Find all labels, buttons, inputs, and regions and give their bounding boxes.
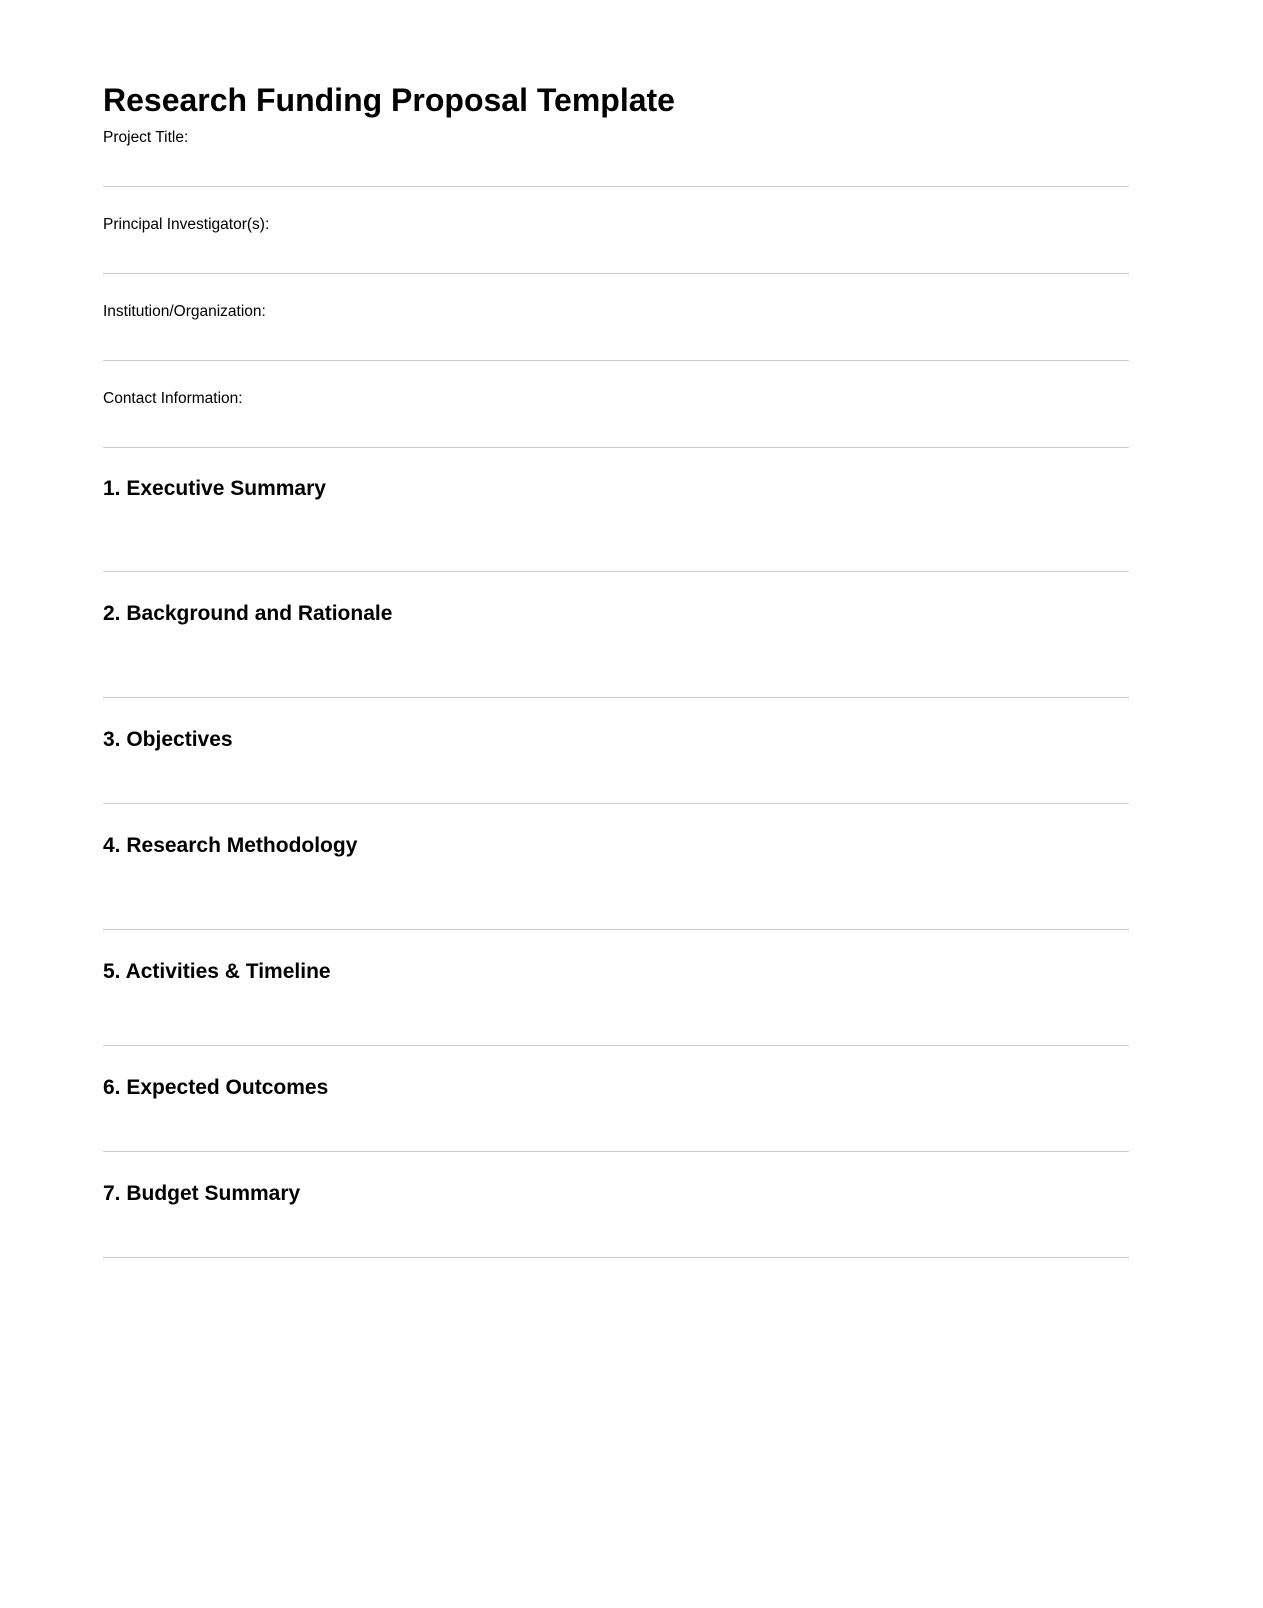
field-label: Contact Information: <box>103 390 243 407</box>
field-project-title[interactable] <box>103 100 1129 187</box>
field-institution[interactable] <box>103 274 1129 361</box>
field-principal-investigators[interactable] <box>103 187 1129 274</box>
section-heading: 1. Executive Summary <box>103 477 326 500</box>
field-contact-information[interactable] <box>103 361 1129 448</box>
section-executive-summary[interactable] <box>103 447 1129 572</box>
field-label: Project Title: <box>103 129 189 146</box>
section-heading: 2. Background and Rationale <box>103 602 393 625</box>
document-title: Research Funding Proposal Template <box>103 82 675 118</box>
section-research-methodology[interactable] <box>103 804 1129 930</box>
section-heading: 7. Budget Summary <box>103 1182 301 1205</box>
section-budget-summary[interactable] <box>103 1152 1129 1258</box>
section-heading: 5. Activities & Timeline <box>103 960 331 983</box>
section-heading: 4. Research Methodology <box>103 834 358 857</box>
section-heading: 3. Objectives <box>103 728 233 751</box>
section-activities-timeline[interactable] <box>103 930 1129 1046</box>
field-label: Institution/Organization: <box>103 303 266 320</box>
header-fields <box>103 100 1129 448</box>
section-objectives[interactable] <box>103 698 1129 804</box>
proposal-sections <box>103 447 1129 1258</box>
section-expected-outcomes[interactable] <box>103 1046 1129 1152</box>
section-heading: 6. Expected Outcomes <box>103 1076 329 1099</box>
section-background-rationale[interactable] <box>103 572 1129 698</box>
field-label: Principal Investigator(s): <box>103 216 270 233</box>
